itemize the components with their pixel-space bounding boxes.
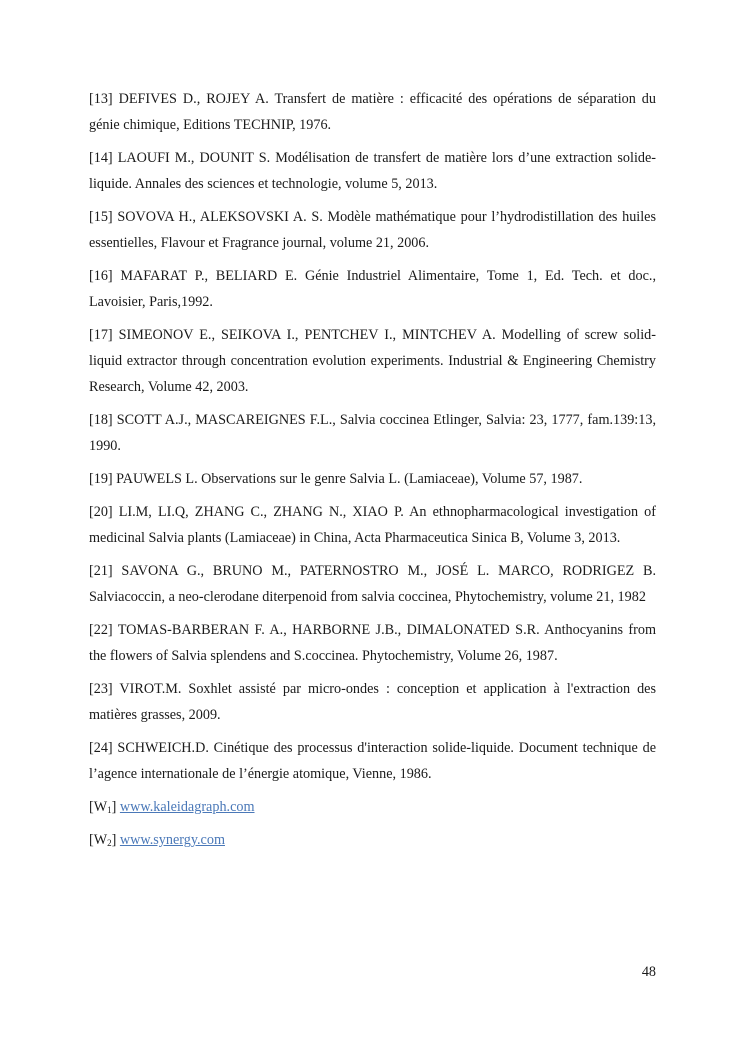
reference-17: [17] SIMEONOV E., SEIKOVA I., PENTCHEV I., MINTCHEV A. Modelling of screw solid-liquid extractor through concentration evolution experiments. Industrial & Engineering Chemistry Research, Volume 42, 2003. xyxy=(89,327,656,395)
web-reference-2 xyxy=(89,827,656,853)
reference-19: [19] PAUWELS L. Observations sur le genre Salvia L. (Lamiaceae), Volume 57, 1987. xyxy=(89,471,583,487)
web-reference-1 xyxy=(89,794,656,820)
reference-18: [18] SCOTT A.J., MASCAREIGNES F.L., Salvia coccinea Etlinger, Salvia: 23, 1777, fam.139:13, 1990. xyxy=(89,412,656,454)
page-number: 48 xyxy=(641,964,656,980)
reference-23: [23] VIROT.M. Soxhlet assisté par micro-ondes : conception et application à l'extraction des matières grasses, 2009. xyxy=(89,681,656,723)
reference-14: [14] LAOUFI M., DOUNIT S. Modélisation de transfert de matière lors d’une extraction solide-liquide. Annales des sciences et technologie, volume 5, 2013. xyxy=(89,150,656,192)
reference-15: [15] SOVOVA H., ALEKSOVSKI A. S. Modèle mathématique pour l’hydrodistillation des huiles essentielles, Flavour et Fragrance journal, volume 21, 2006. xyxy=(89,209,656,251)
web-reference-label: $[W_2]$ xyxy=(89,832,117,848)
reference-20: [20] LI.M, LI.Q, ZHANG C., ZHANG N., XIAO P. An ethnopharmacological investigation of medicinal Salvia plants (Lamiaceae) in China, Acta Pharmaceutica Sinica B, Volume 3, 2013. xyxy=(89,504,656,546)
web-link-synergy[interactable]: www.synergy.com xyxy=(119,832,225,848)
reference-16: [16] MAFARAT P., BELIARD E. Génie Industriel Alimentaire, Tome 1, Ed. Tech. et doc., Lavoisier, Paris,1992. xyxy=(89,268,656,310)
reference-21: [21] SAVONA G., BRUNO M., PATERNOSTRO M., JOSÉ L. MARCO, RODRIGEZ B. Salviacoccin, a neo-clerodane diterpenoid from salvia coccinea, Phytochemistry, volume 21, 1982 xyxy=(89,563,656,605)
web-reference-label: $[W_1]$ xyxy=(89,799,117,815)
reference-13: [13] DEFIVES D., ROJEY A. Transfert de matière : efficacité des opérations de séparation du génie chimique, Editions TECHNIP, 1976. xyxy=(89,91,656,133)
reference-24: [24] SCHWEICH.D. Cinétique des processus d'interaction solide-liquide. Document technique de l’agence internationale de l’énergie atomique, Vienne, 1986. xyxy=(89,740,656,782)
reference-list xyxy=(89,86,656,860)
web-link-kaleidagraph[interactable]: www.kaleidagraph.com xyxy=(119,799,255,815)
reference-22: [22] TOMAS-BARBERAN F. A., HARBORNE J.B., DIMALONATED S.R. Anthocyanins from the flowers of Salvia splendens and S.coccinea. Phytochemistry, Volume 26, 1987. xyxy=(89,622,656,664)
